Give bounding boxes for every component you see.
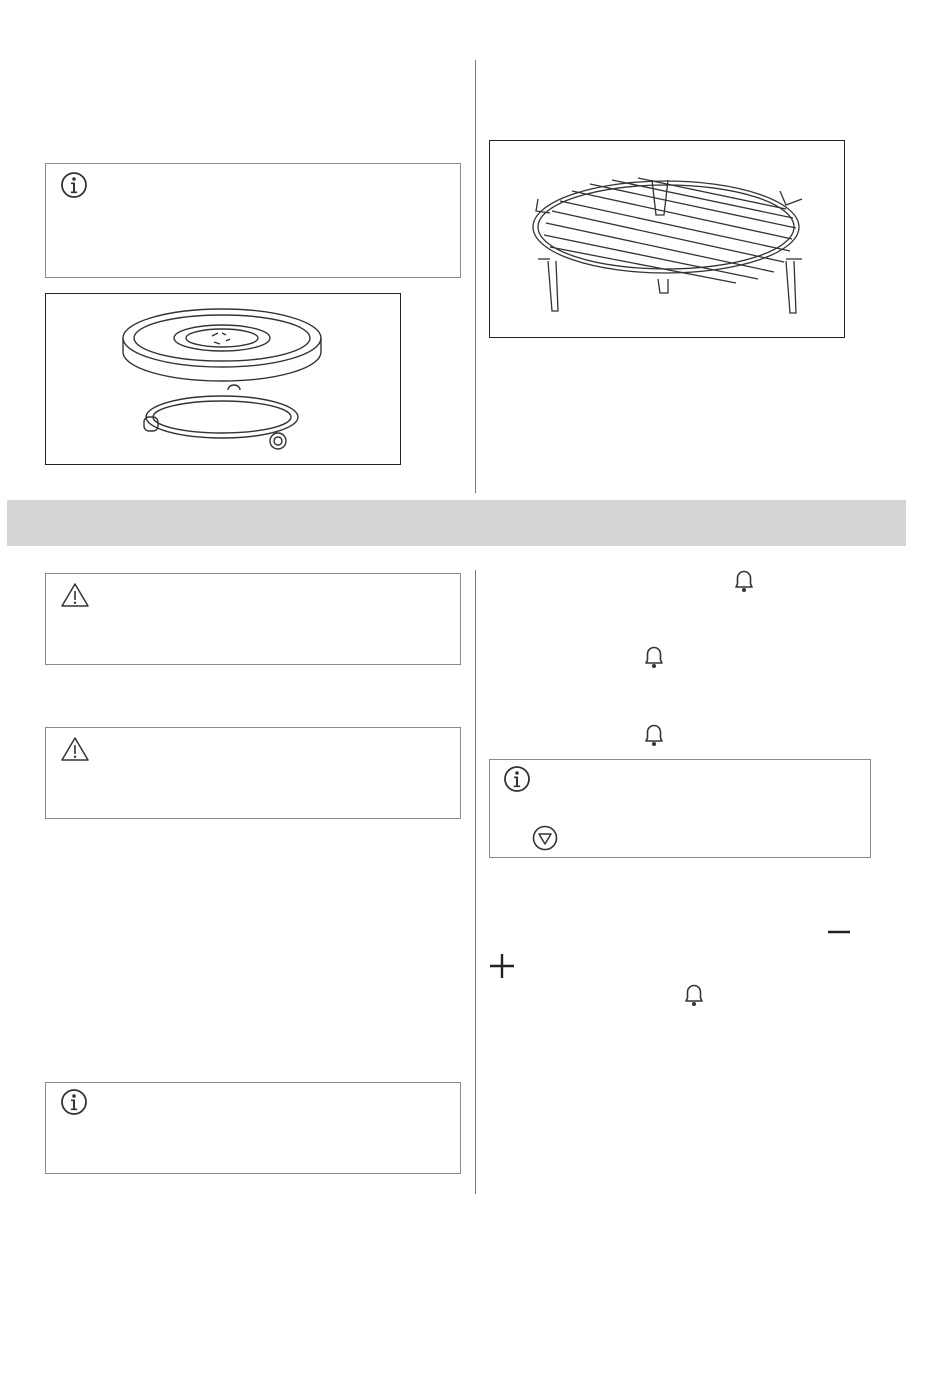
- wire-rack-illustration: [489, 140, 845, 338]
- turntable-illustration: [45, 293, 401, 465]
- warning-box-2: [45, 727, 461, 819]
- info-icon: [60, 171, 88, 199]
- info-note-box: [45, 163, 461, 278]
- bell-icon: [642, 722, 666, 748]
- column-divider-bottom: [475, 570, 476, 1194]
- column-divider-top: [475, 60, 476, 493]
- stop-icon: [532, 825, 558, 851]
- warning-icon: [60, 736, 90, 762]
- bell-icon: [682, 982, 706, 1008]
- bell-icon: [732, 568, 756, 594]
- bell-icon: [642, 644, 666, 670]
- info-icon: [60, 1088, 88, 1116]
- info-icon: [503, 765, 531, 793]
- section-header-band: [7, 500, 906, 546]
- warning-box-1: [45, 573, 461, 665]
- info-note-box-right: [489, 759, 871, 858]
- info-note-box-bottom: [45, 1082, 461, 1174]
- plus-icon: [488, 952, 516, 980]
- minus-icon: [826, 922, 852, 942]
- warning-icon: [60, 582, 90, 608]
